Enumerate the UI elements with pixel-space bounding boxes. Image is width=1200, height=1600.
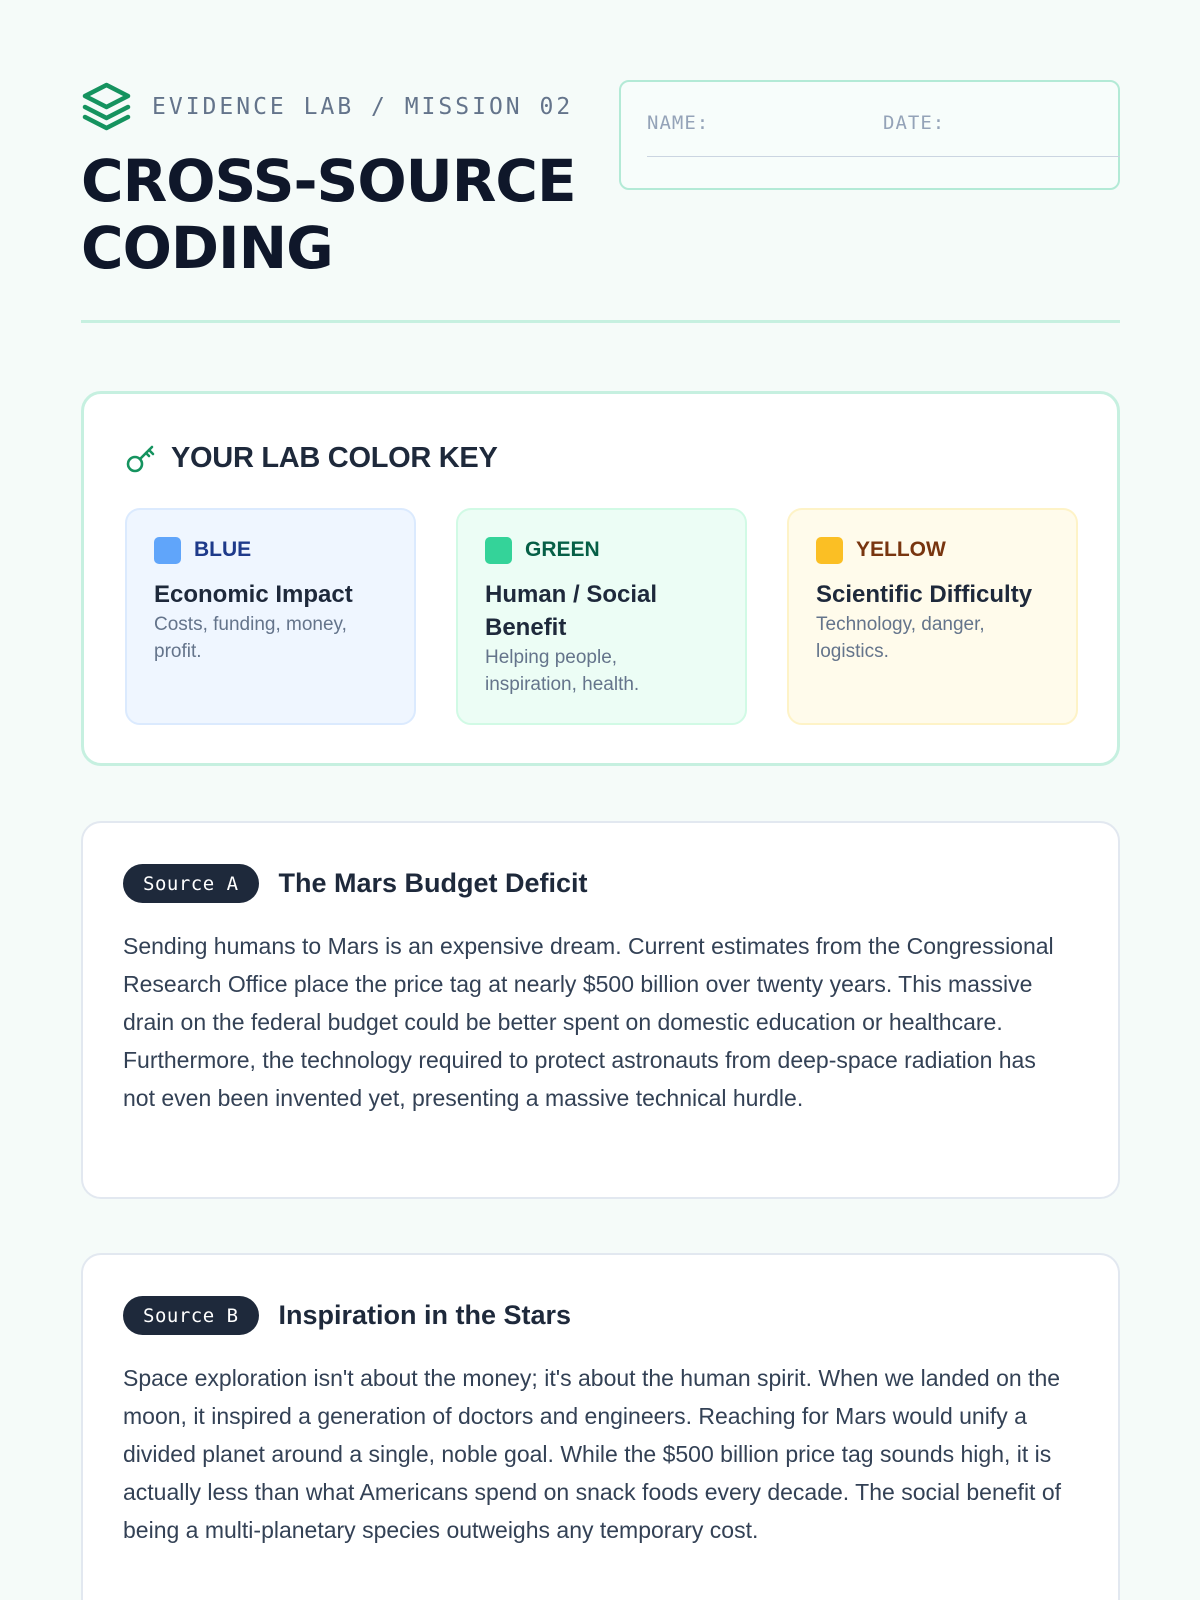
source-header	[123, 864, 588, 903]
title-line-1: CROSS-SOURCE	[81, 147, 576, 215]
color-key-header	[125, 442, 498, 475]
swatch-color-name: GREEN	[525, 538, 600, 561]
swatch-heading: Scientific Difficulty	[816, 581, 1033, 608]
name-label: NAME:	[647, 112, 710, 134]
source-card-a	[81, 821, 1120, 1199]
green-swatch	[485, 537, 512, 564]
name-date-box	[619, 80, 1120, 190]
name-field[interactable]	[647, 156, 883, 157]
color-key-title: YOUR LAB COLOR KEY	[171, 442, 498, 474]
key-card-blue	[125, 508, 416, 725]
key-icon	[125, 443, 157, 475]
header-divider	[81, 320, 1120, 323]
source-header	[123, 1296, 571, 1335]
source-text[interactable]: Space exploration isn't about the money; it's about the human spirit. When we landed on the moon, it inspired a generation of doctors and engineers. Reaching for Mars would unify a divided planet around a single, noble goal. While the $500 billion price tag sounds high, it is actually less than what Americans spend on snack foods every decade. The social benefit of being a multi-planetary species outweighs any temporary cost.	[123, 1365, 1062, 1543]
yellow-swatch	[816, 537, 843, 564]
brand	[81, 82, 573, 132]
breadcrumb: EVIDENCE LAB / MISSION 02	[152, 94, 574, 120]
swatch-heading: Economic Impact	[154, 581, 353, 608]
swatch-color-name: BLUE	[194, 538, 252, 561]
swatch-description: Technology, danger, logistics.	[816, 614, 985, 662]
title-line-2: CODING	[81, 214, 333, 282]
key-card-yellow	[787, 508, 1078, 725]
source-title: Inspiration in the Stars	[278, 1300, 572, 1330]
swatch-description: Helping people, inspiration, health.	[485, 647, 640, 695]
date-label: DATE:	[883, 112, 946, 134]
color-key-card	[81, 391, 1120, 766]
swatch-color-name: YELLOW	[856, 538, 946, 561]
worksheet-page	[81, 0, 1120, 1543]
source-tag: Source B	[123, 1296, 259, 1335]
source-text[interactable]: Sending humans to Mars is an expensive dream. Current estimates from the Congressional Research Office place the price tag at nearly $500 billion over twenty years. This massive drain on the federal budget could be better spent on domestic education or healthcare. Furthermore, the technology required to protect astronauts from deep-space radiation has not even been invented yet, presenting a massive technical hurdle.	[123, 933, 1054, 1111]
source-title: The Mars Budget Deficit	[278, 868, 588, 898]
layers-icon	[81, 82, 132, 132]
source-tag: Source A	[123, 864, 259, 903]
date-field[interactable]	[883, 156, 1120, 157]
source-card-b	[81, 1253, 1120, 1600]
swatch-description: Costs, funding, money, profit.	[154, 614, 347, 662]
blue-swatch	[154, 537, 181, 564]
page-header	[81, 0, 1120, 324]
key-card-green	[456, 508, 747, 725]
swatch-heading: Human / Social Benefit	[485, 581, 658, 641]
page-title	[81, 148, 621, 282]
